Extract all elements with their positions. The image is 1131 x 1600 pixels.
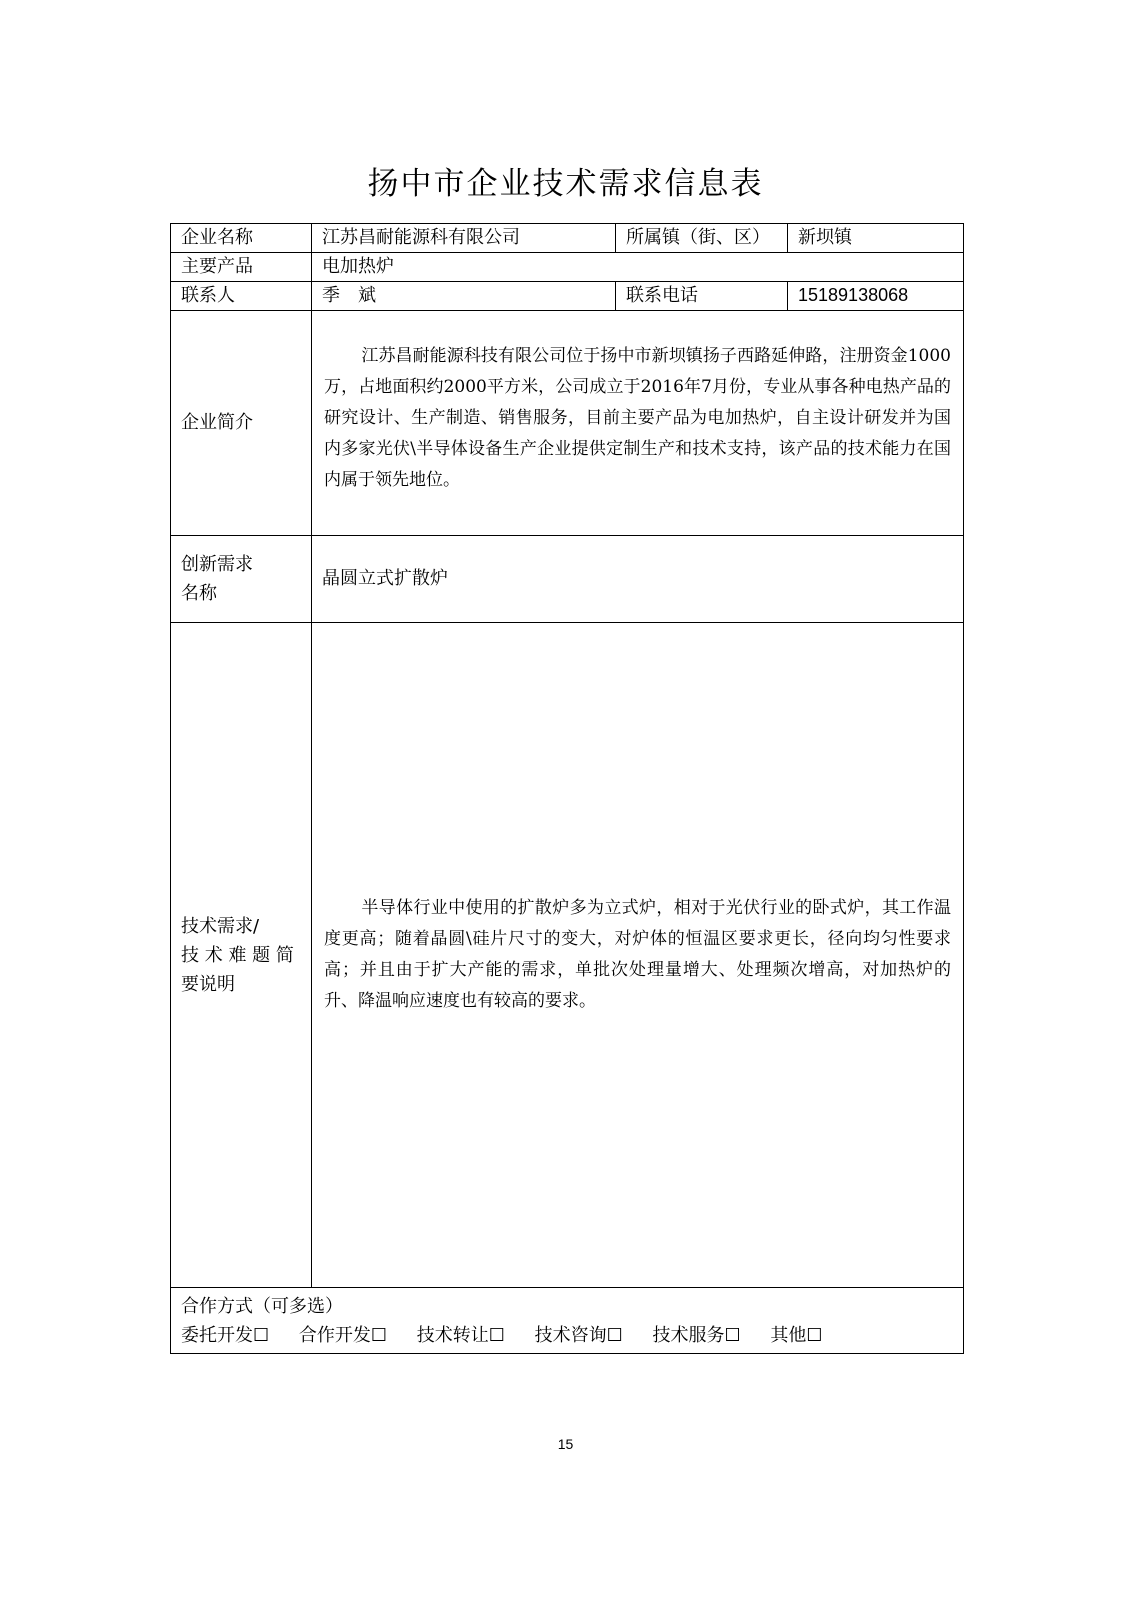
tech-need-label-line1: 技术需求/ (181, 915, 260, 937)
option-joint-dev[interactable]: 合作开发☐ (298, 1324, 388, 1346)
cooperation-cell (171, 1288, 964, 1354)
main-product-value: 电加热炉 (312, 253, 964, 282)
row-need-name (171, 536, 964, 623)
option-commission-dev[interactable]: 委托开发☐ (181, 1324, 270, 1346)
cooperation-options (181, 1321, 953, 1350)
town-value: 新坝镇 (788, 224, 964, 253)
row-tech (171, 623, 964, 1288)
cooperation-label: 合作方式（可多选） (181, 1295, 343, 1317)
company-intro-cell (312, 311, 964, 536)
town-label: 所属镇（街、区） (616, 224, 788, 253)
company-name-label: 企业名称 (171, 224, 312, 253)
row-intro (171, 311, 964, 536)
row-company (171, 224, 964, 253)
page-number: 15 (557, 1436, 574, 1452)
form-title: 扬中市企业技术需求信息表 (367, 166, 764, 202)
tech-need-label-line2: 技 术 难 题 简 (181, 944, 294, 966)
company-intro-label: 企业简介 (171, 311, 312, 536)
tech-need-label-line3: 要说明 (181, 973, 235, 995)
main-product-label: 主要产品 (171, 253, 312, 282)
tech-need-text: 半导体行业中使用的扩散炉多为立式炉，相对于光伏行业的卧式炉，其工作温度更高；随着晶圆\硅片尺寸的变大，对炉体的恒温区要求更长，径向均匀性要求高；并且由于扩大产能的需求，单批次处理量增大、处理频次增高，对加热炉的升、降温响应速度也有较高的要求。 (324, 898, 951, 1011)
need-name-label-line2: 名称 (181, 583, 217, 604)
option-tech-service[interactable]: 技术服务☐ (652, 1324, 741, 1346)
row-cooperation (171, 1288, 964, 1354)
tech-need-cell (312, 623, 964, 1288)
option-tech-transfer[interactable]: 技术转让☐ (416, 1324, 505, 1346)
option-other[interactable]: 其他☐ (770, 1324, 823, 1346)
phone-value: 15189138068 (788, 282, 964, 311)
contact-value: 季 斌 (312, 282, 616, 311)
row-contact (171, 282, 964, 311)
need-name-value: 晶圆立式扩散炉 (312, 536, 964, 623)
need-name-label-line1: 创新需求 (181, 554, 253, 575)
option-tech-consulting[interactable]: 技术咨询☐ (534, 1324, 623, 1346)
company-intro-text: 江苏昌耐能源科技有限公司位于扬中市新坝镇扬子西路延伸路，注册资金1000万，占地面积约2000平方米，公司成立于2016年7月份，专业从事各种电热产品的研究设计、生产制造、销售服务，目前主要产品为电加热炉，自主设计研发并为国内多家光伏\半导体设备生产企业提供定制生产和技术支持，该产品的技术能力在国内属于领先地位。 (324, 345, 951, 490)
company-name-value: 江苏昌耐能源科有限公司 (312, 224, 616, 253)
row-product (171, 253, 964, 282)
need-name-label (171, 536, 312, 623)
contact-label: 联系人 (171, 282, 312, 311)
phone-label: 联系电话 (616, 282, 788, 311)
requirement-form-table (170, 223, 964, 1354)
tech-need-label (171, 623, 312, 1288)
